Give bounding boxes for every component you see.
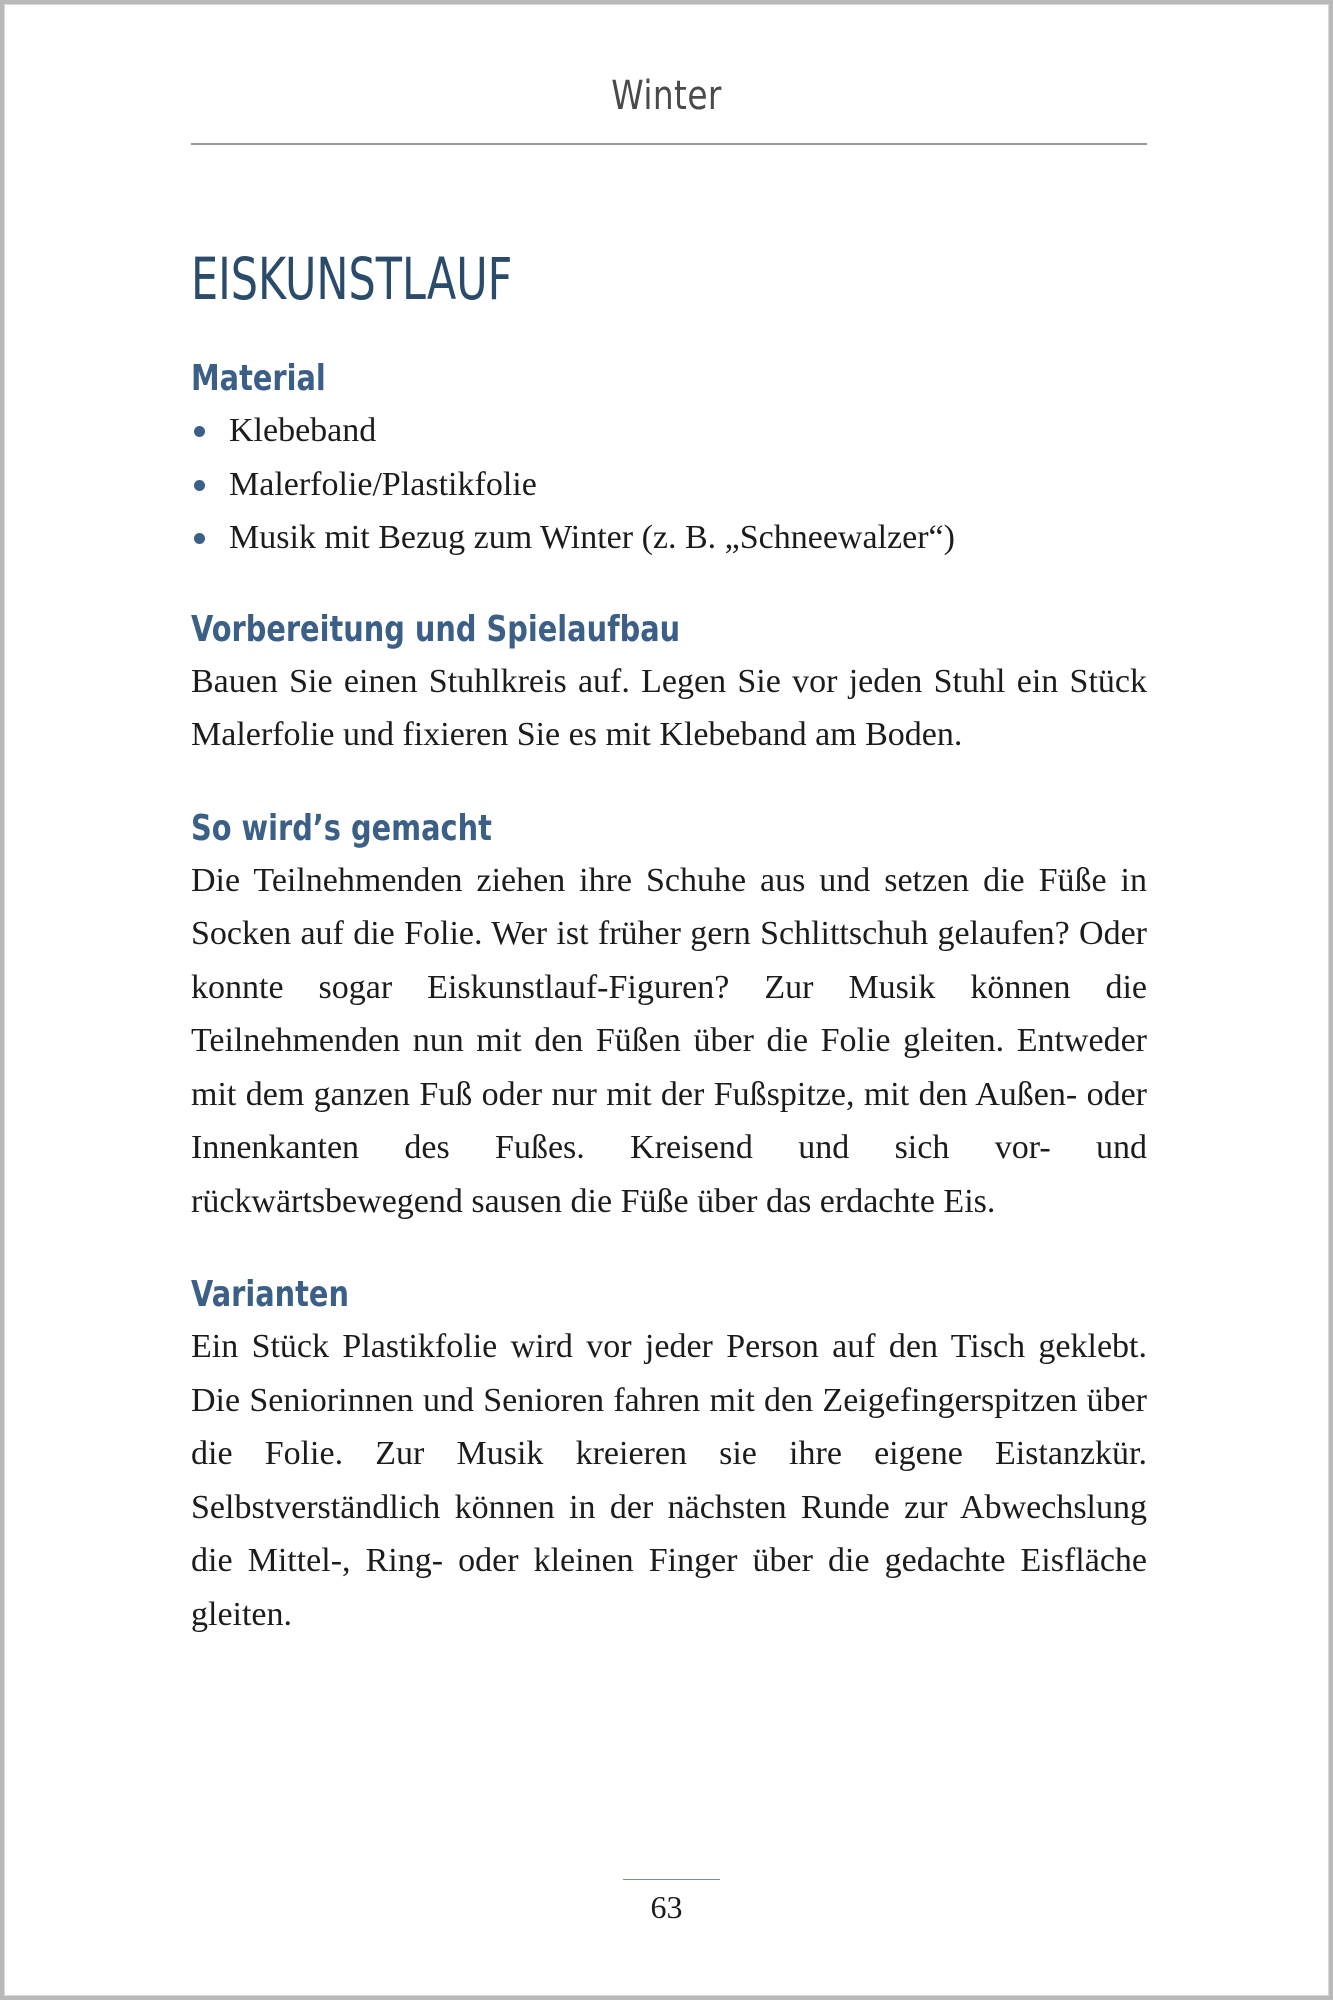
preparation-text: Bauen Sie einen Stuhlkreis auf. Legen Sie vor jeden Stuhl ein Stück Malerfolie und fixieren Sie es mit Klebeband am Boden. (191, 662, 1147, 753)
bullet-icon (194, 480, 205, 491)
material-heading: Material (191, 358, 326, 399)
list-item (191, 458, 1147, 512)
running-head: Winter (611, 73, 722, 119)
page-content (191, 230, 1147, 1641)
list-item-text: Malerfolie/Plastikfolie (229, 465, 537, 503)
header-rule (191, 143, 1147, 145)
page-title: EISKUNSTLAUF (191, 245, 513, 313)
bullet-icon (194, 533, 205, 544)
preparation-heading: Vorbereitung und Spielaufbau (191, 608, 681, 650)
list-item (191, 404, 1147, 458)
variants-heading: Varianten (191, 1274, 349, 1315)
instructions-heading: So wird’s gemacht (191, 807, 492, 849)
book-page (4, 4, 1329, 1996)
variants-text: Ein Stück Plastikfolie wird vor jeder Person auf den Tisch geklebt. Die Seniorinnen und Senioren fahren mit den Zeigefingerspitzen über die Folie. Zur Musik kreieren sie ihre eigene Eistanzkür. Selbstverständlich können in der nächsten Runde zur Abwechslung die Mittel-, Ring- oder kleinen Finger über die gedachte Eisfläche gleiten. (191, 1328, 1147, 1633)
footer-rule (623, 1879, 720, 1880)
material-list (191, 404, 1147, 565)
list-item (191, 511, 1147, 565)
bullet-icon (194, 426, 205, 437)
list-item-text: Klebeband (229, 412, 377, 449)
page-number: 63 (650, 1889, 683, 1925)
list-item-text: Musik mit Bezug zum Winter (z. B. „Schneewalzer“) (229, 519, 955, 556)
instructions-text: Die Teilnehmenden ziehen ihre Schuhe aus und setzen die Füße in Socken auf die Folie. Wer ist früher gern Schlittschuh gelaufen? Oder konnte sogar Eiskunstlauf-Figuren? Zur Musik können die Teilnehmenden nun mit den Füßen über die Folie gleiten. Entweder mit dem ganzen Fuß oder nur mit der Fußspitze, mit den Außen- oder Innenkanten des Fußes. Kreisend und sich vor- und rückwärtsbewegend sausen die Füße über das erdachte Eis. (191, 861, 1147, 1220)
